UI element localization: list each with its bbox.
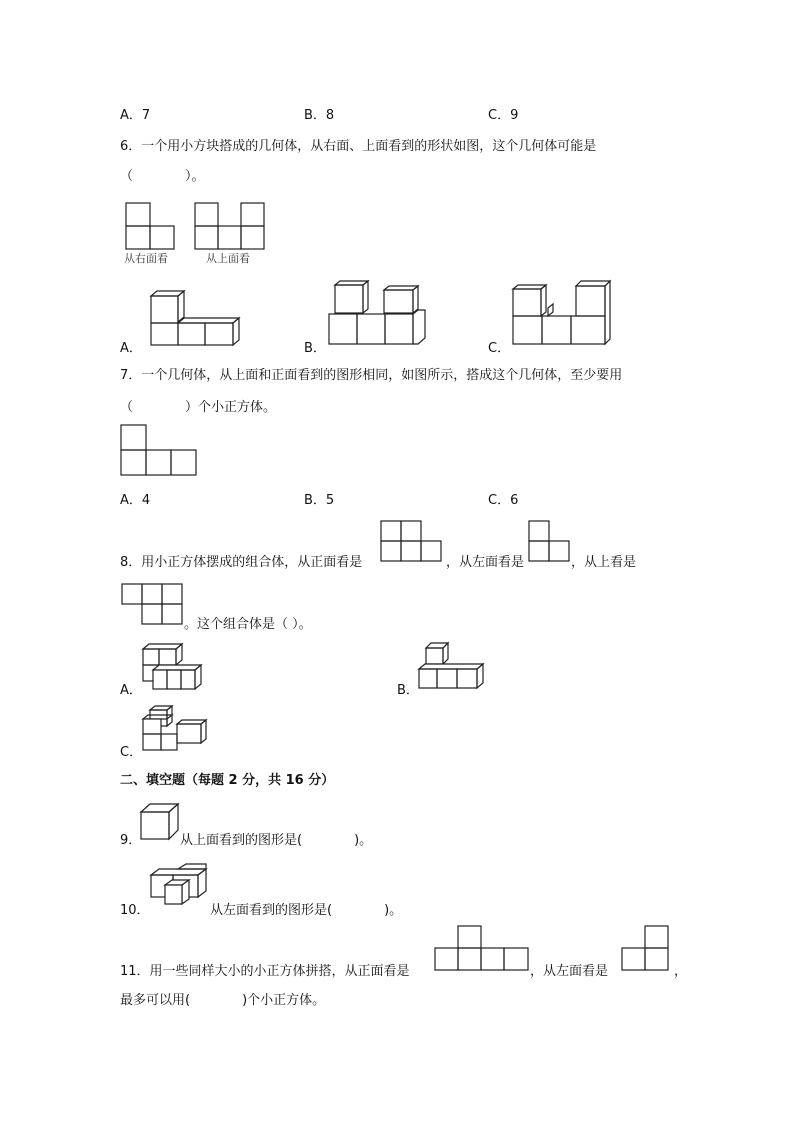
q9-question: 从上面看到的图形是( )。 [180, 833, 373, 848]
q8-stem-part2: ，从左面看是 [446, 555, 525, 570]
q6-blank: （ ）。 [120, 169, 205, 184]
q7-view-figure [120, 424, 198, 476]
q6-option-a-label: A． [120, 341, 142, 356]
q10-cubes-figure [150, 863, 208, 905]
q11-part1: 11．用一些同样大小的小正方体拼搭，从正面看是 [120, 964, 410, 979]
q10-number: 10． [120, 903, 150, 918]
q6-top-view-figure [194, 202, 266, 250]
q6-right-view-figure [125, 202, 175, 250]
q6-option-b-figure [328, 280, 428, 346]
q9-cube-figure [140, 803, 180, 841]
q6-option-c-figure [512, 280, 614, 346]
q8-option-a-label: A． [120, 683, 142, 698]
q8-option-c-label: C． [120, 745, 143, 760]
q8-option-a-figure [142, 643, 204, 691]
q6-option-b-label: B． [304, 341, 326, 356]
q10-question: 从左面看到的图形是( )。 [210, 903, 403, 918]
q6-stem: 6．一个用小方块搭成的几何体，从右面、上面看到的形状如图，这个几何体可能是 [120, 139, 597, 154]
q8-option-b-label: B． [397, 683, 419, 698]
q8-stem-part4: 。这个组合体是（ ）。 [184, 617, 312, 632]
q8-front-view-figure [380, 520, 442, 562]
q6-caption-right: 从右面看 [124, 252, 168, 265]
q8-stem-part3: ，从上看是 [571, 555, 637, 570]
q11-part3: ， [674, 964, 688, 979]
q7-option-a: A．4 [120, 493, 151, 508]
q7-blank: （ ）个小正方体。 [120, 400, 277, 415]
q8-option-b-figure [418, 642, 486, 690]
q8-stem-part1: 8．用小正方体摆成的组合体，从正面看是 [120, 555, 363, 570]
q6-caption-top: 从上面看 [206, 252, 250, 265]
section-2-title: 二、填空题（每题 2 分，共 16 分） [120, 773, 335, 788]
q11-part2: ，从左面看是 [530, 964, 609, 979]
q6-option-c-label: C． [488, 341, 511, 356]
q7-stem: 7．一个几何体，从上面和正面看到的图形相同，如图所示，搭成这个几何体，至少要用 [120, 368, 623, 383]
q6-option-a-figure [150, 290, 245, 346]
q9-number: 9． [120, 833, 142, 848]
q11-left-view-figure [621, 925, 669, 971]
q11-line2: 最多可以用( )个小正方体。 [120, 993, 326, 1008]
q5-option-c: C．9 [488, 108, 519, 123]
q8-left-view-figure [528, 520, 570, 562]
q11-front-view-figure [434, 925, 530, 971]
q5-option-a: A．7 [120, 108, 151, 123]
q7-option-b: B．5 [304, 493, 335, 508]
q8-option-c-figure [142, 705, 208, 751]
q8-top-view-figure [121, 583, 183, 625]
q5-option-b: B．8 [304, 108, 335, 123]
q7-option-c: C．6 [488, 493, 519, 508]
